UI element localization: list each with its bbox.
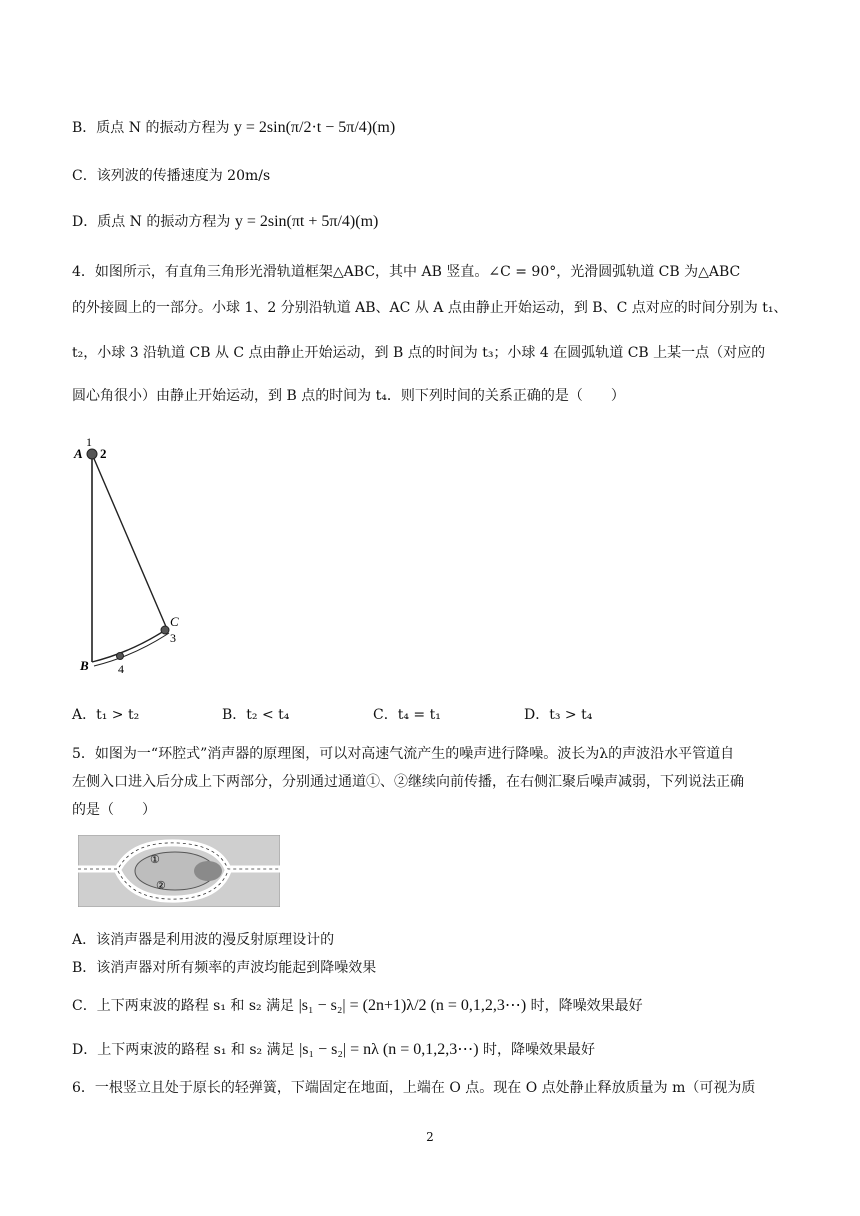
page-number: 2 [426,1130,434,1144]
ball-1-2 [87,449,97,459]
q4-option-d: D．t₃ > t₄ [524,707,593,723]
q4-stem-line-3: t₂，小球 3 沿轨道 CB 从 C 点由静止开始运动，到 B 点的时间为 t₃；小球 4 在圆弧轨道 CB 上某一点（对应的 [72,345,766,361]
label-a: A [74,446,83,461]
label-4: 4 [118,662,124,676]
q5-option-c-equation: |s₁ − s₂| = (2n+1)λ/2 (n = 0,1,2,3⋯) [298,997,527,1014]
q3-option-c: C．该列波的传播速度为 20m/s [72,168,271,184]
q3-option-d-equation: y = 2sin(πt + 5π/4)(m) [234,213,379,230]
q5-option-d-equation: |s₁ − s₂| = nλ (n = 0,1,2,3⋯) [299,1041,479,1058]
q5-option-c: C．上下两束波的路程 s₁ 和 s₂ 满足 |s₁ − s₂| = (2n+1)λ/2 (n = 0,1,2,3⋯) 时，降噪效果最好 [72,997,643,1014]
q5-stem-line-1: 5．如图为一“环腔式”消声器的原理图，可以对高速气流产生的噪声进行降噪。波长为λ的声波沿水平管道自 [72,746,735,762]
ball-4 [117,653,124,660]
q3-option-b: B．质点 N 的振动方程为 y = 2sin(π/2·t − 5π/4)(m) [72,119,396,136]
q5-option-a: A．该消声器是利用波的漫反射原理设计的 [72,932,335,948]
q5-option-b: B．该消声器对所有频率的声波均能起到降噪效果 [72,960,377,976]
q5-stem-line-3: 的是（ ） [72,802,156,818]
label-c: C [170,614,179,629]
q4-stem-line-2: 的外接圆上的一部分。小球 1、2 分别沿轨道 AB、AC 从 A 点由静止开始运动，到 B、C 点对应的时间分别为 t₁、 [72,300,788,316]
q6-stem-line-1: 6．一根竖立且处于原长的轻弹簧，下端固定在地面，上端在 O 点。现在 O 点处静止释放质量为 m（可视为质 [72,1080,756,1096]
label-2: 2 [100,446,107,461]
q5-option-d: D．上下两束波的路程 s₁ 和 s₂ 满足 |s₁ − s₂| = nλ (n = 0,1,2,3⋯) 时，降噪效果最好 [72,1041,596,1058]
arc-track-cb [92,629,167,662]
q4-triangle-figure [72,432,202,682]
channel-1-label: ① [150,854,160,866]
label-1: 1 [86,435,92,449]
channel-2-label: ② [156,880,166,892]
q4-option-c: C．t₄ = t₁ [373,707,441,723]
q4-option-b: B．t₂ < t₄ [222,707,290,723]
label-b: B [80,658,89,673]
ball-3 [161,626,169,634]
q5-stem-line-2: 左侧入口进入后分成上下两部分，分别通过通道①、②继续向前传播，在右侧汇聚后噪声减弱，下列说法正确 [72,774,744,790]
track-ac [92,454,167,629]
label-3: 3 [170,631,176,645]
q4-stem-line-1: 4．如图所示，有直角三角形光滑轨道框架△ABC，其中 AB 竖直。∠C = 90°，光滑圆弧轨道 CB 为△ABC [72,264,741,280]
q5-muffler-figure [78,835,280,907]
q4-stem-line-4: 圆心角很小）由静止开始运动，到 B 点的时间为 t₄．则下列时间的关系正确的是（ ） [72,388,625,404]
q4-option-a: A．t₁ > t₂ [72,707,140,723]
q3-option-b-equation: y = 2sin(π/2·t − 5π/4)(m) [233,119,396,136]
q3-option-d: D．质点 N 的振动方程为 y = 2sin(πt + 5π/4)(m) [72,213,379,230]
